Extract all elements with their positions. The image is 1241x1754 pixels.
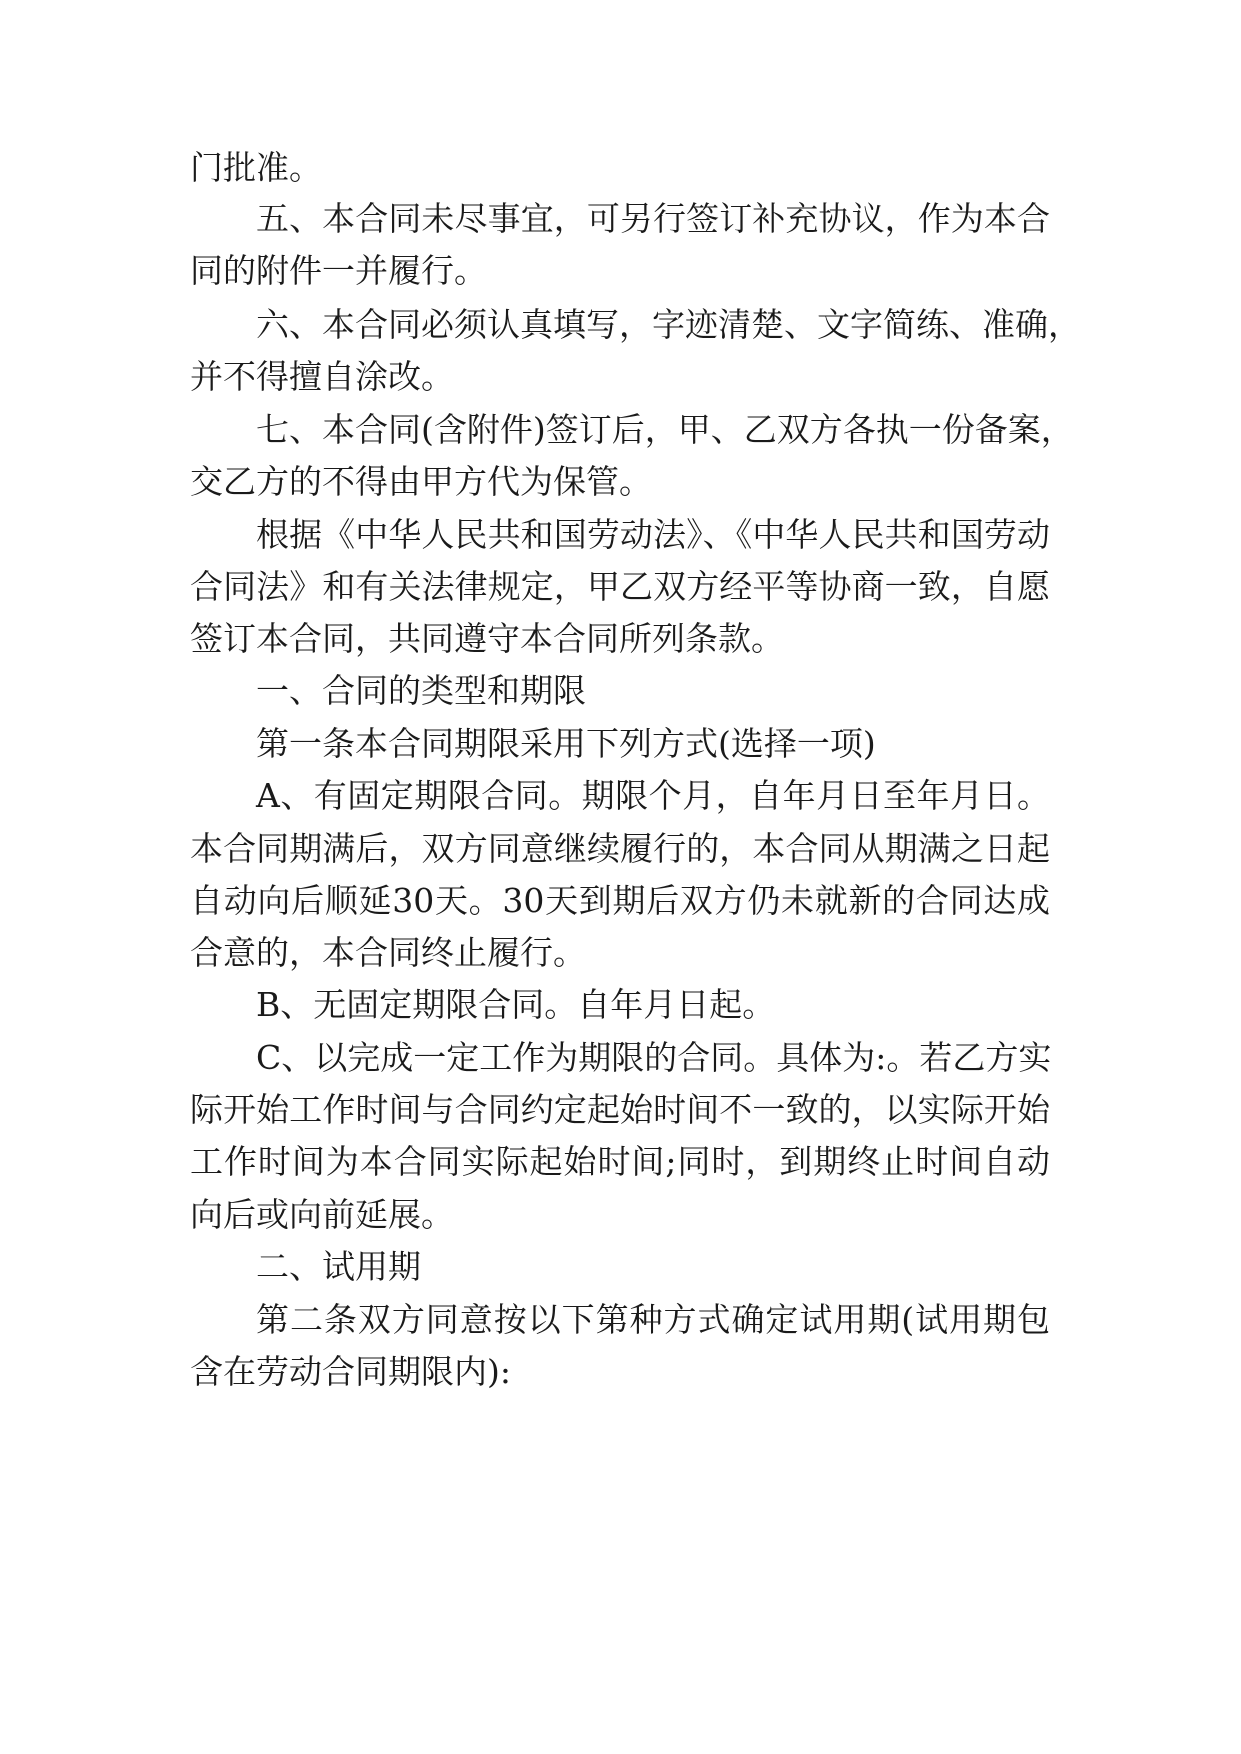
text-line: 际开始工作时间与合同约定起始时间不一致的，以实际开始: [190, 1090, 1050, 1129]
text-line: C、以完成一定工作为期限的合同。具体为:。若乙方实: [256, 1038, 1052, 1077]
text-line: 工作时间为本合同实际起始时间;同时，到期终止时间自动: [190, 1142, 1050, 1181]
text-line: A、有固定期限合同。期限个月，自年月日至年月日。: [256, 776, 1050, 815]
text-line: 第二条双方同意按以下第种方式确定试用期(试用期包: [256, 1300, 1050, 1339]
text-line: 第一条本合同期限采用下列方式(选择一项): [256, 724, 876, 763]
text-line: 合同法》和有关法律规定，甲乙双方经平等协商一致，自愿: [190, 567, 1050, 606]
text-line: 根据《中华人民共和国劳动法》、《中华人民共和国劳动: [256, 515, 1050, 554]
text-line: 向后或向前延展。: [190, 1195, 454, 1234]
text-line: 门批准。: [190, 148, 322, 187]
text-line: 六、本合同必须认真填写，字迹清楚、文字简练、准确，: [256, 305, 1081, 344]
text-line: 同的附件一并履行。: [190, 251, 487, 290]
text-line: 合意的，本合同终止履行。: [190, 933, 586, 972]
text-line: 含在劳动合同期限内):: [190, 1352, 511, 1391]
text-line: 五、本合同未尽事宜，可另行签订补充协议，作为本合: [256, 199, 1050, 238]
text-line: 并不得擅自涂改。: [190, 357, 454, 396]
section-heading: 一、合同的类型和期限: [256, 671, 586, 710]
text-line: 交乙方的不得由甲方代为保管。: [190, 462, 652, 501]
text-line: 签订本合同，共同遵守本合同所列条款。: [190, 619, 784, 658]
text-line: 七、本合同(含附件)签订后，甲、乙双方各执一份备案，: [256, 410, 1074, 449]
text-line: 本合同期满后，双方同意继续履行的，本合同从期满之日起: [190, 829, 1050, 868]
text-line: 自动向后顺延30天。30天到期后双方仍未就新的合同达成: [190, 881, 1050, 920]
text-line: B、无固定期限合同。自年月日起。: [256, 985, 776, 1024]
section-heading: 二、试用期: [256, 1247, 421, 1286]
